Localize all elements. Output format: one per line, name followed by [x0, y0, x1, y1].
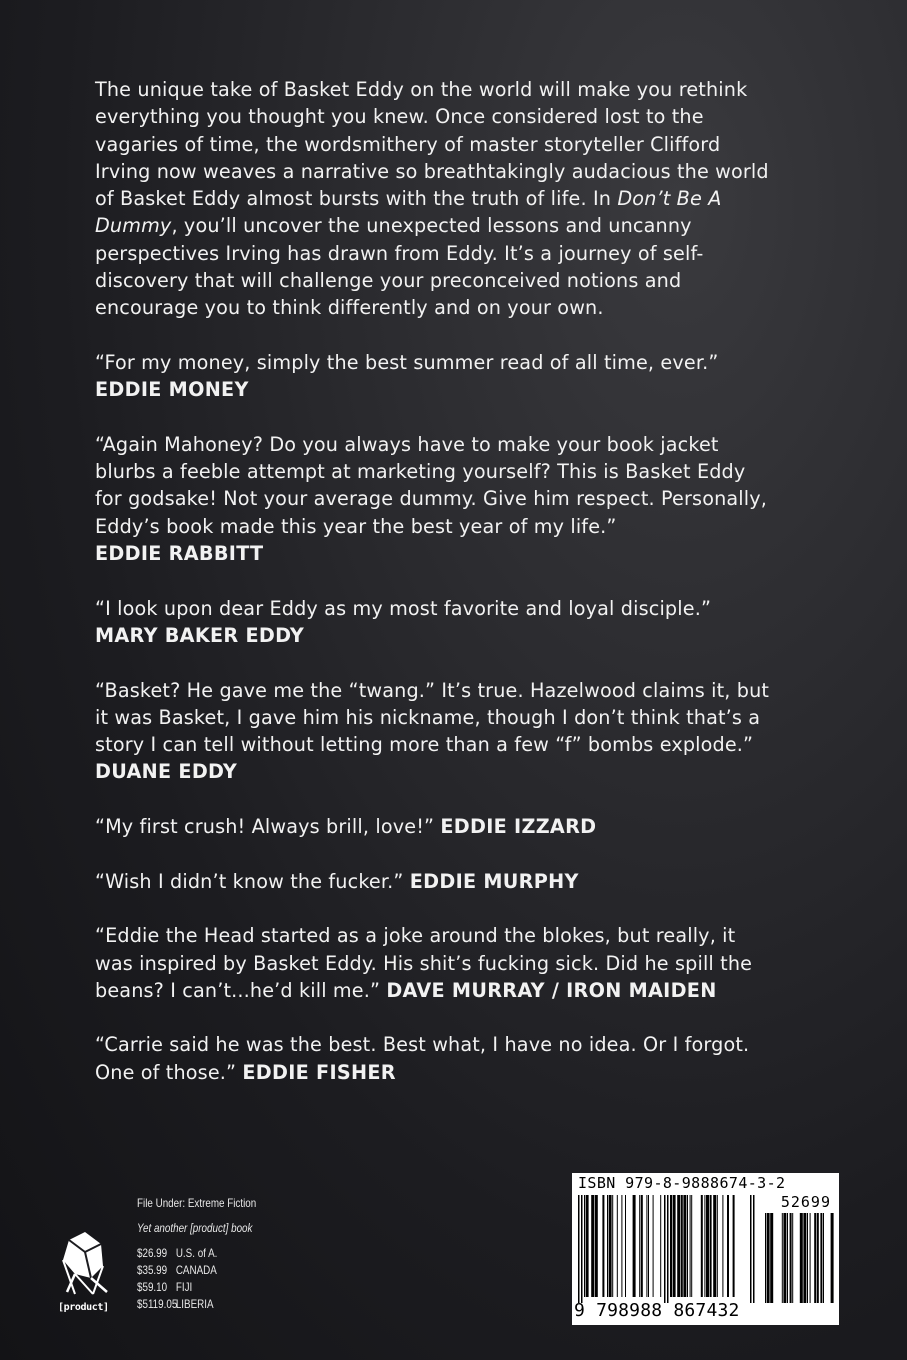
price-code: 52699 — [780, 1193, 831, 1211]
barcode-bar — [782, 1213, 783, 1303]
barcode-bar — [722, 1195, 723, 1297]
barcode-guard-bar — [578, 1195, 580, 1303]
price-row — [137, 1296, 256, 1313]
ean-digits: 9 798988 867432 — [574, 1300, 740, 1321]
barcode-bar — [733, 1195, 735, 1297]
quote-text: “For my money, simply the best summer read of all time, ever.” — [95, 350, 719, 374]
price-region: U.S. of A. — [175, 1246, 218, 1260]
barcode-bar — [800, 1213, 803, 1303]
barcode-bar — [653, 1195, 654, 1297]
barcode-bars — [578, 1195, 834, 1303]
barcode-bar — [817, 1213, 819, 1303]
price-amount: $59.10 — [137, 1280, 168, 1294]
barcode-bar — [792, 1213, 793, 1303]
quote-eddie-izzard — [95, 813, 775, 840]
publication-info — [137, 1195, 256, 1313]
barcode-bar — [691, 1195, 692, 1297]
blurb-section — [95, 76, 775, 1113]
quote-text: “My first crush! Always brill, love!” — [95, 815, 435, 839]
book-title: Don’t Be A Dummy — [95, 187, 722, 238]
barcode-bar — [591, 1195, 594, 1297]
barcode-bar — [641, 1195, 643, 1297]
quote-text: “Wish I didn’t know the fucker.” — [95, 869, 404, 893]
quote-eddie-fisher — [95, 1031, 775, 1086]
intro-paragraph — [95, 76, 775, 322]
tagline-text: Yet another [product] book — [137, 1221, 253, 1235]
price-amount: $26.99 — [137, 1246, 168, 1260]
quote-author: EDDIE IZZARD — [440, 815, 597, 839]
quote-author: EDDIE MURPHY — [409, 869, 579, 893]
barcode-bar — [683, 1195, 686, 1297]
barcode-bar — [586, 1195, 589, 1297]
quote-text: “Eddie the Head started as a joke around the blokes, but really, it was inspired by Basket Eddy. His shit’s fucking sick. Did he spill the beans? I can’t...he’d kill me.” — [95, 924, 753, 1002]
quote-text: “I look upon dear Eddy as my most favorite and loyal disciple.” — [95, 596, 712, 620]
quote-author: DAVE MURRAY / IRON MAIDEN — [386, 978, 717, 1002]
price-amount: $35.99 — [137, 1263, 168, 1277]
barcode-bar — [787, 1213, 788, 1303]
isbn-barcode — [572, 1173, 839, 1325]
barcode-bar — [660, 1195, 661, 1297]
price-row — [137, 1262, 256, 1279]
barcode-bar — [713, 1195, 716, 1297]
barcode-bar — [706, 1195, 709, 1297]
quote-mary-baker-eddy — [95, 595, 775, 650]
barcode-bar — [677, 1195, 680, 1297]
barcode-bar — [595, 1195, 598, 1297]
price-region: CANADA — [175, 1263, 217, 1277]
price-region: LIBERIA — [175, 1297, 214, 1311]
price-region: FIJI — [175, 1280, 193, 1294]
barcode-bar — [633, 1195, 636, 1297]
publisher-logo-label: [product] — [58, 1302, 109, 1313]
quote-text: “Basket? He gave me the “twang.” It’s true. Hazelwood claims it, but it was Basket, I gave him his nickname, though I don’t think that’s a story I can tell without letting more than a few “f” bombs explode.” — [95, 678, 770, 757]
barcode-bar — [617, 1195, 618, 1297]
barcode-bar — [701, 1195, 703, 1297]
barcode-bar — [681, 1195, 683, 1297]
isbn-text: ISBN 979-8-9888674-3-2 — [578, 1174, 786, 1192]
price-row — [137, 1245, 256, 1262]
barcode-bar — [790, 1213, 792, 1303]
quote-eddie-money — [95, 349, 775, 404]
quote-duane-eddy — [95, 677, 775, 786]
quote-author: EDDIE FISHER — [242, 1060, 396, 1084]
barcode-bar — [770, 1213, 773, 1303]
barcode-guard-bar — [750, 1195, 752, 1303]
quote-eddie-rabbitt — [95, 431, 775, 567]
barcode-bar — [765, 1213, 766, 1303]
quote-author: EDDIE MONEY — [95, 378, 249, 402]
barcode-guard-bar — [753, 1195, 755, 1303]
barcode-bar — [814, 1213, 816, 1303]
barcode-bar — [717, 1195, 718, 1297]
barcode-bar — [823, 1213, 824, 1303]
barcode-bar — [704, 1195, 705, 1297]
barcode-bar — [810, 1213, 811, 1303]
barcode-guard-bar — [664, 1195, 666, 1303]
barcode-bar — [783, 1213, 786, 1303]
barcode-bar — [670, 1195, 672, 1297]
quote-dave-murray — [95, 922, 775, 1004]
barcode-bar — [625, 1195, 626, 1297]
barcode-bar — [767, 1213, 770, 1303]
barcode-bar — [609, 1195, 612, 1297]
barcode-bar — [648, 1195, 649, 1297]
barcode-bar — [639, 1195, 640, 1297]
quote-author: MARY BAKER EDDY — [95, 623, 305, 647]
barcode-guard-bar — [667, 1195, 669, 1303]
barcode-bar — [820, 1213, 822, 1303]
barcode-bar — [727, 1195, 729, 1297]
quote-author: DUANE EDDY — [95, 760, 238, 784]
barcode-bar — [807, 1213, 808, 1303]
quote-text: “Carrie said he was the best. Best what, I have no idea. Or I forgot. One of those.” — [95, 1033, 750, 1084]
quote-text: “Again Mahoney? Do you always have to make your book jacket blurbs a feeble attempt at marketing yourself? This is Basket Eddy for godsake! Not your average dummy. Give him respect. Personally, Eddy’s book made this year the best year of my life.” — [95, 432, 768, 538]
barcode-bar — [646, 1195, 647, 1297]
barcode-bar — [710, 1195, 712, 1297]
barcode-bar — [607, 1195, 608, 1297]
price-amount: $5119.05 — [137, 1297, 178, 1311]
barcode-bar — [831, 1213, 834, 1303]
barcode-bar — [602, 1195, 604, 1297]
barcode-bar — [803, 1213, 806, 1303]
intro-text-start: The unique take of Basket Eddy on the world will make you rethink everything you thought you knew. Once considered lost to the vagaries of time, the wordsmithery of master storyteller Clifford Irving now weaves a narrative so breathtakingly audacious the world of Basket Eddy almost bursts with the truth of life. In — [95, 78, 769, 211]
quote-eddie-murphy — [95, 868, 775, 895]
barcode-bar — [687, 1195, 688, 1297]
barcode-bar — [584, 1195, 585, 1297]
barcode-bar — [673, 1195, 676, 1297]
quote-author: EDDIE RABBITT — [95, 542, 264, 566]
barcode-bar — [612, 1195, 613, 1297]
file-under-text: File Under: Extreme Fiction — [137, 1196, 257, 1210]
barcode-bar — [621, 1195, 622, 1297]
barcode-guard-bar — [581, 1195, 583, 1303]
intro-text-end: , you’ll uncover the unexpected lessons and uncanny perspectives Irving has drawn from Eddy. It’s a journey of self-discovery that will challenge your preconceived notions and encourage you to think differently and on your own. — [95, 214, 704, 320]
barcode-bar — [690, 1195, 691, 1297]
price-row — [137, 1279, 256, 1296]
